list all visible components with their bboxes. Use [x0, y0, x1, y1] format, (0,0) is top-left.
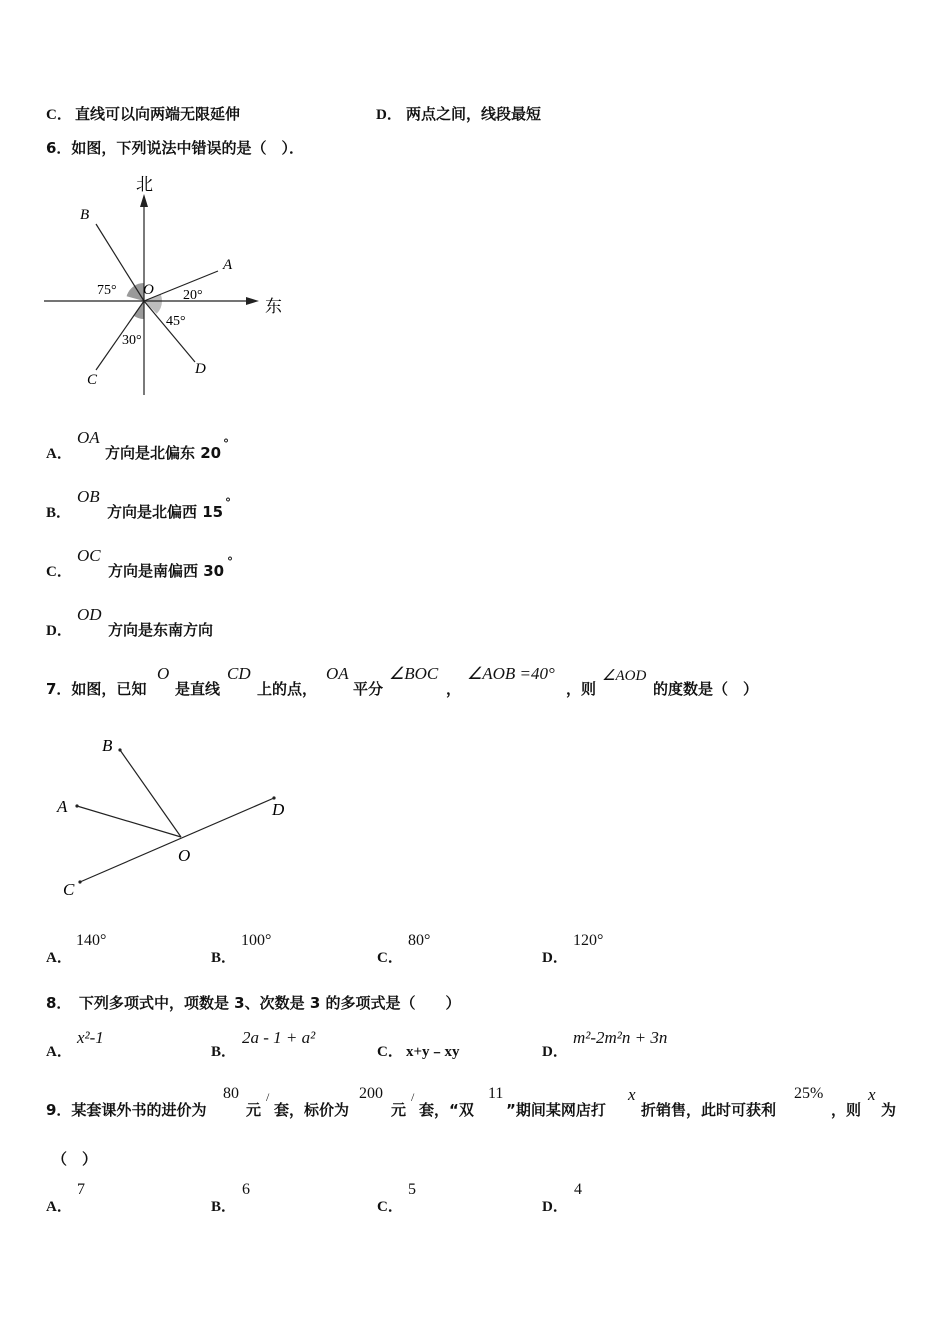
q8-option-d-value: m²-2m²n + 3n	[573, 1028, 668, 1047]
q9-stem-part6: ”期间某网店打	[506, 1101, 606, 1119]
q8-stem: 8． 下列多项式中，项数是 3、次数是 3 的多项式是（ ）	[46, 994, 461, 1012]
q6-angle-75-label: 75°	[97, 283, 117, 298]
q7-stem-part6: ，则	[566, 680, 597, 698]
q6-point-b-label: B	[80, 207, 90, 223]
q6-option-a-degree: °	[223, 437, 229, 451]
q7-option-b-label: B．	[211, 950, 237, 966]
q9-option-d-value: 4	[574, 1181, 582, 1198]
q7-stem-part4: 平分	[353, 680, 384, 698]
q5-option-c-label: C．	[46, 107, 72, 123]
q9-option-c-value: 5	[408, 1181, 416, 1198]
q5-option-c-text: 直线可以向两端无限延伸	[75, 105, 241, 123]
q6-option-b-degree: °	[225, 496, 231, 510]
q7-point-a	[75, 804, 78, 807]
q9-stem-part5: 套，“双	[419, 1101, 474, 1119]
q7-line-cd	[80, 798, 274, 882]
q6-ray-od	[144, 301, 195, 362]
q6-east-arrowhead	[246, 297, 259, 305]
q8-option-a-value: x²-1	[77, 1028, 104, 1047]
q9-option-b-value: 6	[242, 1181, 250, 1198]
q8-option-b-label: B．	[211, 1044, 237, 1060]
q7-label-b: B	[102, 736, 113, 755]
q7-stem-math-angle-aod: ∠AOD	[602, 668, 647, 684]
q7-ray-oa	[77, 806, 181, 837]
q7-stem-math-oa: OA	[326, 664, 349, 683]
q9-stem-part3: 套，标价为	[274, 1101, 350, 1119]
q6-option-c-text: 方向是南偏西 30	[108, 562, 225, 580]
q6-point-c-label: C	[87, 372, 98, 388]
q7-label-o: O	[178, 846, 191, 865]
q7-option-a-value: 140°	[76, 932, 107, 949]
q6-option-d-label: D．	[46, 623, 72, 639]
q9-stem-math-25pct: 25%	[794, 1085, 824, 1102]
q7-line-figure	[50, 730, 300, 900]
q7-label-c: C	[63, 880, 75, 899]
q6-north-label: 北	[136, 175, 153, 194]
q9-option-d-label: D．	[542, 1199, 568, 1215]
q6-option-d-text: 方向是东南方向	[108, 621, 214, 639]
q7-stem-math-o: O	[157, 664, 170, 683]
q7-label-d: D	[272, 800, 285, 819]
q5-option-d-text: 两点之间，线段最短	[406, 105, 542, 123]
q9-stem-part7: 折销售，此时可获利	[641, 1101, 777, 1119]
q6-option-d-math: OD	[77, 605, 102, 624]
q6-option-a-label: A．	[46, 446, 72, 462]
q6-point-d-label: D	[195, 361, 206, 377]
q6-angle-45-label: 45°	[166, 314, 186, 329]
q7-label-a: A	[57, 797, 68, 816]
q8-option-a-label: A．	[46, 1044, 72, 1060]
q7-point-b	[118, 748, 121, 751]
q7-stem-math-angle-boc: ∠BOC	[389, 664, 439, 683]
q9-stem-math-x2: x	[868, 1085, 876, 1104]
q9-option-a-value: 7	[77, 1181, 85, 1198]
q6-east-label: 东	[265, 297, 282, 316]
q6-angle-20-label: 20°	[183, 288, 203, 303]
q6-option-a-text: 方向是北偏东 20	[105, 444, 222, 462]
q9-stem-part8: ，则	[831, 1101, 862, 1119]
q6-sector-75	[127, 283, 144, 301]
q7-option-c-value: 80°	[408, 932, 431, 949]
q6-option-c-label: C．	[46, 564, 72, 580]
q7-stem-part2: 是直线	[175, 680, 221, 698]
q9-option-b-label: B．	[211, 1199, 237, 1215]
q7-ray-ob	[120, 750, 181, 837]
q8-option-d-label: D．	[542, 1044, 568, 1060]
q9-stem-part1: 9．某套课外书的进价为	[46, 1101, 207, 1119]
q6-option-b-label: B．	[46, 505, 72, 521]
q6-angle-30-label: 30°	[122, 333, 142, 348]
q9-stem-part9: 为	[881, 1101, 897, 1119]
q9-stem-slash2: /	[411, 1090, 415, 1104]
q8-option-b-value: 2a - 1 + a²	[242, 1028, 316, 1047]
q9-stem-math-11: 11	[488, 1085, 504, 1102]
q7-option-a-label: A．	[46, 950, 72, 966]
q7-option-b-value: 100°	[241, 932, 272, 949]
q7-option-c-label: C．	[377, 950, 403, 966]
q6-option-a-math: OA	[77, 428, 100, 447]
q6-point-o-label: O	[143, 282, 154, 298]
q6-option-c-degree: °	[227, 555, 233, 569]
q7-stem-part7: 的度数是（ ）	[653, 680, 759, 698]
q8-option-c-label: C．	[377, 1044, 403, 1060]
q8-option-c-value: x+y﹣xy	[406, 1044, 460, 1060]
q7-point-c	[78, 880, 81, 883]
q6-option-b-math: OB	[77, 487, 100, 506]
q9-stem-part4: 元	[391, 1101, 407, 1119]
q9-stem-math-80: 80	[223, 1085, 239, 1102]
q6-ray-oa	[144, 271, 218, 301]
q6-north-arrowhead	[140, 194, 148, 207]
q5-option-d-label: D．	[376, 107, 402, 123]
q7-stem-math-cd: CD	[227, 664, 251, 683]
q9-option-c-label: C．	[377, 1199, 403, 1215]
q9-stem-slash1: /	[266, 1090, 270, 1104]
q9-stem-math-x1: x	[628, 1085, 636, 1104]
q9-stem-line2: （ ）	[52, 1150, 98, 1168]
q7-stem-part1: 7．如图，已知	[46, 680, 147, 698]
q7-option-d-value: 120°	[573, 932, 604, 949]
q6-point-a-label: A	[223, 257, 233, 273]
q7-stem-part3: 上的点，	[257, 680, 318, 698]
q6-stem: 6．如图，下列说法中错误的是（ ）．	[46, 139, 304, 157]
q9-stem-math-200: 200	[359, 1085, 383, 1102]
q7-option-d-label: D．	[542, 950, 568, 966]
q9-stem-part2: 元	[246, 1101, 262, 1119]
q7-stem-math-angle-aob: ∠AOB =40°	[467, 664, 555, 683]
q6-option-c-math: OC	[77, 546, 101, 565]
q9-option-a-label: A．	[46, 1199, 72, 1215]
q7-stem-part5: ，	[446, 680, 462, 698]
q6-compass-figure	[40, 170, 300, 400]
q6-option-b-text: 方向是北偏西 15	[107, 503, 224, 521]
